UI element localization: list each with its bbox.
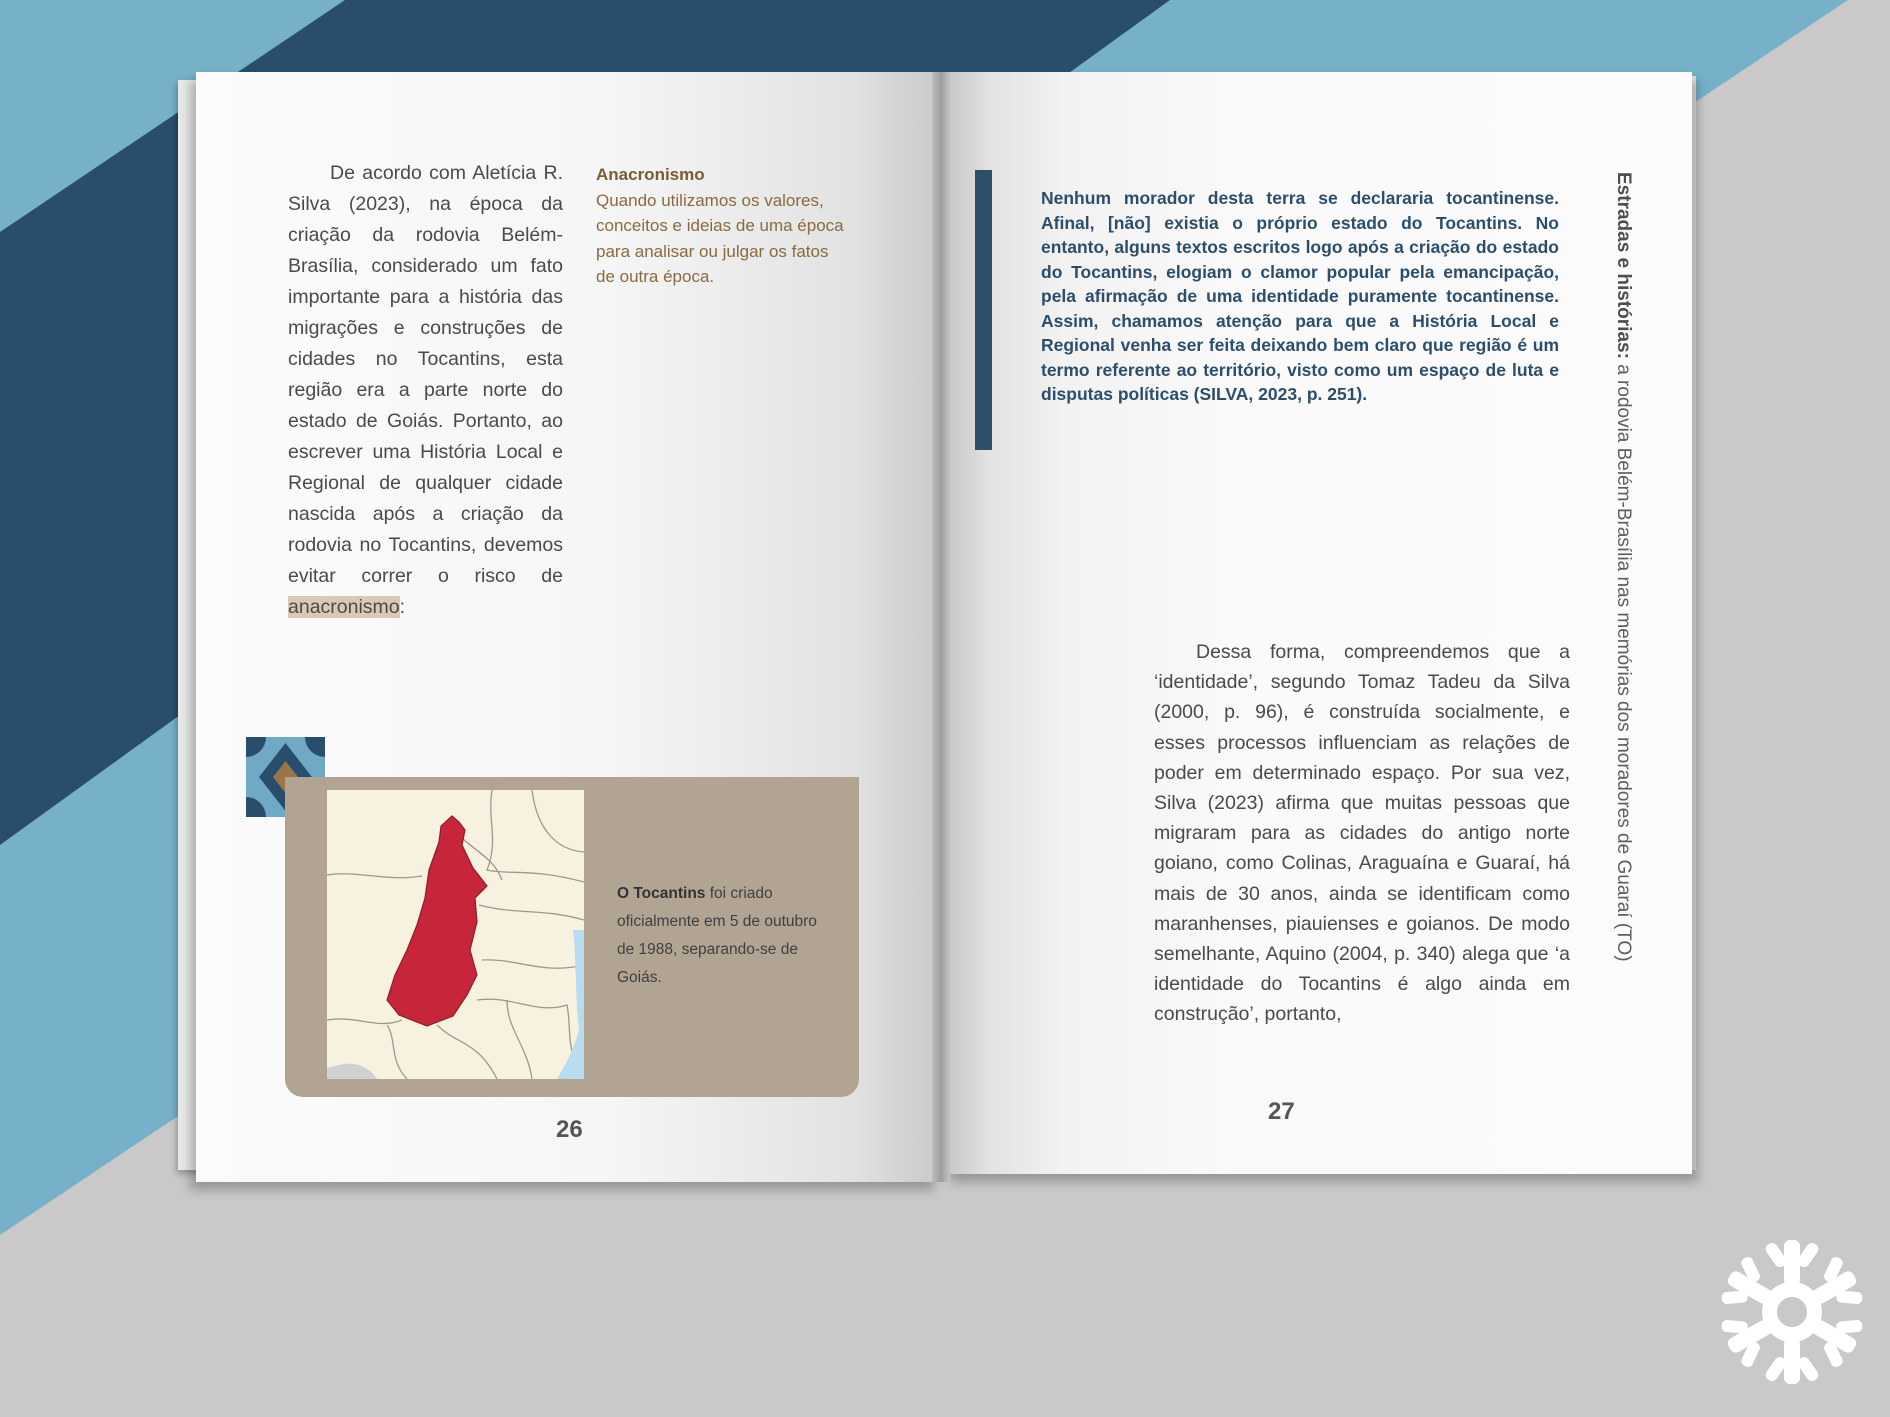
- left-body-text: [288, 158, 563, 623]
- anacronismo-highlight[interactable]: anacronismo: [288, 596, 400, 618]
- quote-bar: [975, 170, 992, 450]
- running-title-bold: Estradas e histórias:: [1613, 172, 1634, 359]
- block-quote: Nenhum morador desta terra se declararia tocantinense. Afinal, [não] existia o próprio estado do Tocantins. No entanto, alguns textos escritos logo após a criação do estado do Tocantins, elogiam o clamor popular pela emancipação, pela afirmação de uma identidade puramente tocantinense. Assim, chamamos atenção para que a História Local e Regional venha ser feita deixando bem claro que região é um termo referente ao território, visto como um espaço de luta e disputas políticas (SILVA, 2023, p. 251).: [1041, 188, 1559, 404]
- map-caption-bold: O Tocantins: [617, 885, 706, 902]
- page-number-left: 26: [556, 1116, 583, 1143]
- map-caption: [617, 880, 829, 992]
- page-number-right: 27: [1268, 1098, 1295, 1125]
- highlight-suffix: :: [399, 596, 406, 618]
- book-spine: [932, 72, 950, 1182]
- right-body-paragraph: Dessa forma, compreendemos que a ‘identidade’, segundo Tomaz Tadeu da Silva (2000, p. 96), é construída socialmente, e esses processos influenciam as relações de poder em determinado espaço. Por sua vez, Silva (2023) afirma que muitas pessoas que migraram para as cidades do antigo norte goiano, como Colinas, Araguaína e Guaraí, há mais de 30 anos, ainda se identificam como maranhenses, piauienses e goianos. De modo semelhante, Aquino (2004, p. 340) alega que ‘a identidade do Tocantins é algo ainda em construção’, portanto,: [1154, 641, 1570, 1026]
- map-caption-text: foi criado oficialmente em 5 de outubro de 1988, separando-se de Goiás.: [617, 885, 817, 986]
- glossary-box: [596, 162, 846, 290]
- running-title: [1612, 172, 1642, 992]
- glossary-text: Quando utilizamos os valores, conceitos e ideias de uma época para analisar ou julgar os fatos de outra época.: [596, 190, 844, 286]
- tocantins-map: [327, 790, 584, 1079]
- snowflake-logo-icon: [1712, 1232, 1872, 1392]
- running-title-rest: a rodovia Belém-Brasília nas memórias dos moradores de Guaraí (TO): [1613, 358, 1634, 962]
- left-body-paragraph: De acordo com Aletícia R. Silva (2023), na época da criação da rodovia Belém-Brasília, considerado um fato importante para a história das migrações e construções de cidades no Tocantins, esta região era a parte norte do estado de Goiás. Portanto, ao escrever uma História Local e Regional de qualquer cidade nascida após a criação da rodovia no Tocantins, devemos evitar correr o risco de: [288, 162, 563, 587]
- right-body-text: [1154, 637, 1570, 1030]
- glossary-title: Anacronismo: [596, 165, 705, 184]
